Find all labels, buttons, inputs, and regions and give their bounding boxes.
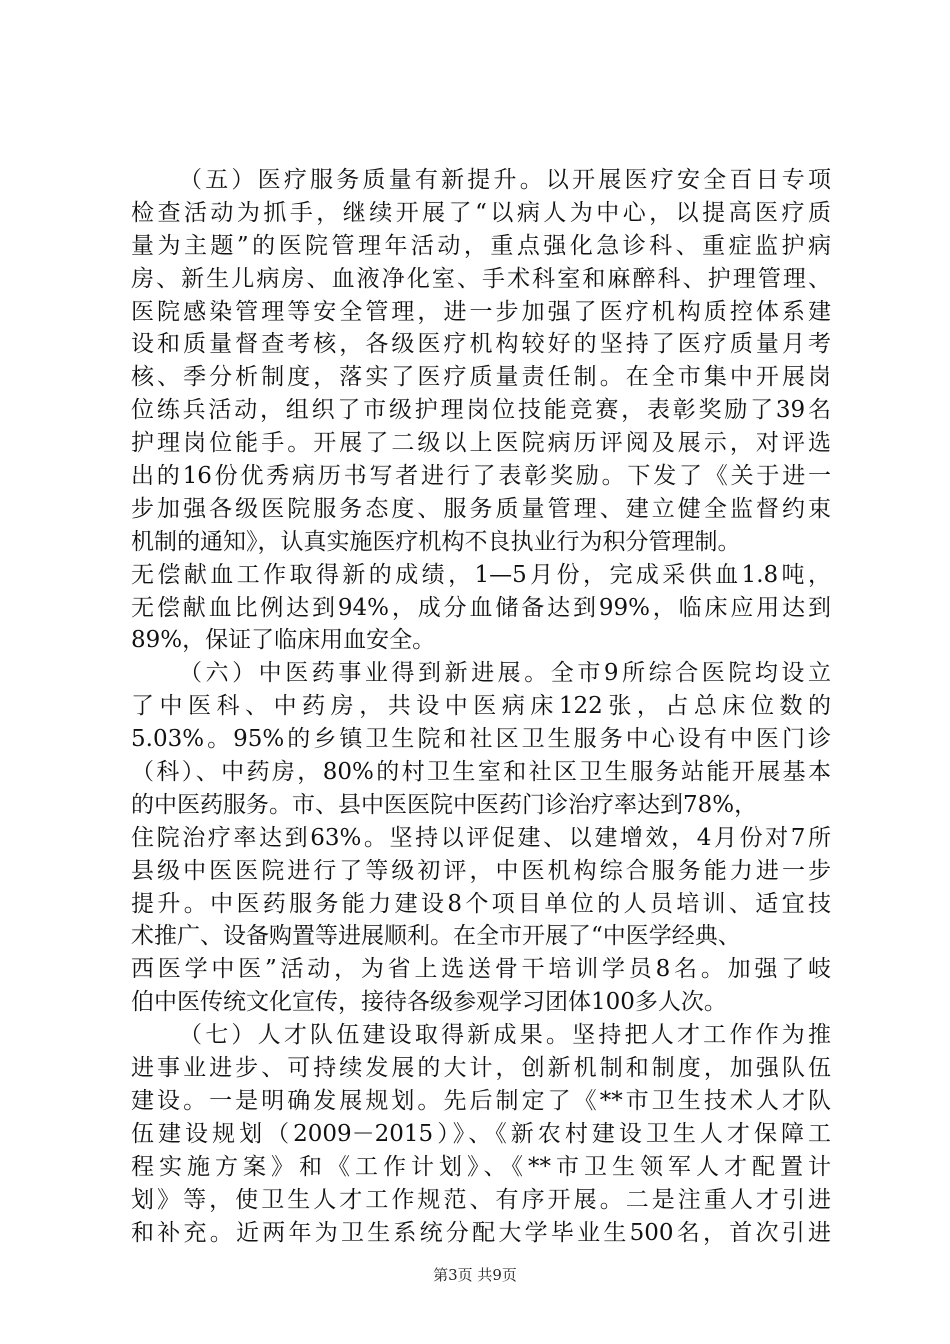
text-line: 术推广、设备购置等进展顺利。在全市开展了“中医学经典、	[131, 923, 741, 950]
text-line: 进事业进步、可持续发展的大计，创新机制和制度，加强队伍	[131, 1055, 831, 1082]
text-line: 核、季分析制度，落实了医疗质量责任制。在全市集中开展岗	[131, 364, 831, 391]
paragraph-5-start: （五）医疗服务质量有新提升。以开展医疗安全百日专项	[179, 167, 831, 193]
text-line: 无偿献血工作取得新的成绩，1—5月份，完成采供血1.8吨，	[131, 561, 831, 588]
text-line: 建设。一是明确发展规划。先后制定了《**市卫生技术人才队	[131, 1087, 831, 1114]
text-line: 5.03%。95%的乡镇卫生院和社区卫生服务中心设有中医门诊	[131, 726, 831, 753]
text-line: 出的16份优秀病历书写者进行了表彰奖励。下发了《关于进一	[131, 463, 831, 490]
text-line: 伍建设规划（2009－2015）》、《新农村建设卫生人才保障工	[131, 1120, 831, 1147]
text-line: 的中医药服务。市、县中医医院中医药门诊治疗率达到78%，	[131, 791, 758, 818]
text-line: 位练兵活动，组织了市级护理岗位技能竞赛，表彰奖励了39名	[131, 397, 831, 424]
text-line: 划》等，使卫生人才工作规范、有序开展。二是注重人才引进	[131, 1186, 831, 1213]
text-line: 房、新生儿病房、血液净化室、手术科室和麻醉科、护理管理、	[131, 265, 831, 292]
text-line: 机制的通知》，认真实施医疗机构不良执业行为积分管理制。	[131, 528, 741, 555]
text-line: 无偿献血比例达到94%，成分血储备达到99%，临床应用达到	[131, 594, 831, 621]
text-line: 县级中医医院进行了等级初评，中医机构综合服务能力进一步	[131, 857, 831, 884]
body-text	[131, 164, 831, 1249]
text-line: 设和质量督查考核，各级医疗机构较好的坚持了医疗质量月考	[131, 331, 831, 358]
text-line: 程实施方案》和《工作计划》、《**市卫生领军人才配置计	[131, 1153, 831, 1180]
text-line: 住院治疗率达到63%。坚持以评促建、以建增效，4月份对7所	[131, 824, 831, 851]
paragraph-5-end: 89%，保证了临床用血安全。	[131, 627, 436, 654]
text-line: 检查活动为抓手，继续开展了“以病人为中心，以提高医疗质	[131, 199, 831, 226]
text-line: 西医学中医”活动，为省上选送骨干培训学员8名。加强了岐	[131, 956, 831, 983]
text-line: 护理岗位能手。开展了二级以上医院病历评阅及展示，对评选	[131, 430, 831, 457]
text-line: 量为主题”的医院管理年活动，重点强化急诊科、重症监护病	[131, 232, 831, 259]
text-line: 和补充。近两年为卫生系统分配大学毕业生500名，首次引进	[131, 1219, 831, 1246]
paragraph-6-end: 伯中医传统文化宣传，接待各级参观学习团体100多人次。	[131, 989, 727, 1016]
text-line: 医院感染管理等安全管理，进一步加强了医疗机构质控体系建	[131, 298, 831, 325]
paragraph-7-start: （七）人才队伍建设取得新成果。坚持把人才工作作为推	[179, 1022, 831, 1049]
paragraph-6-start: （六）中医药事业得到新进展。全市9所综合医院均设立	[179, 660, 831, 687]
text-line: （科）、中药房，80%的村卫生室和社区卫生服务站能开展基本	[131, 759, 831, 786]
page-footer: 第3页 共9页	[433, 1266, 517, 1284]
text-line: 步加强各级医院服务态度、服务质量管理、建立健全监督约束	[131, 495, 831, 522]
text-line: 提升。中医药服务能力建设8个项目单位的人员培训、适宜技	[131, 890, 831, 917]
text-line: 了中医科、中药房，共设中医病床122张，占总床位数的	[131, 693, 831, 720]
